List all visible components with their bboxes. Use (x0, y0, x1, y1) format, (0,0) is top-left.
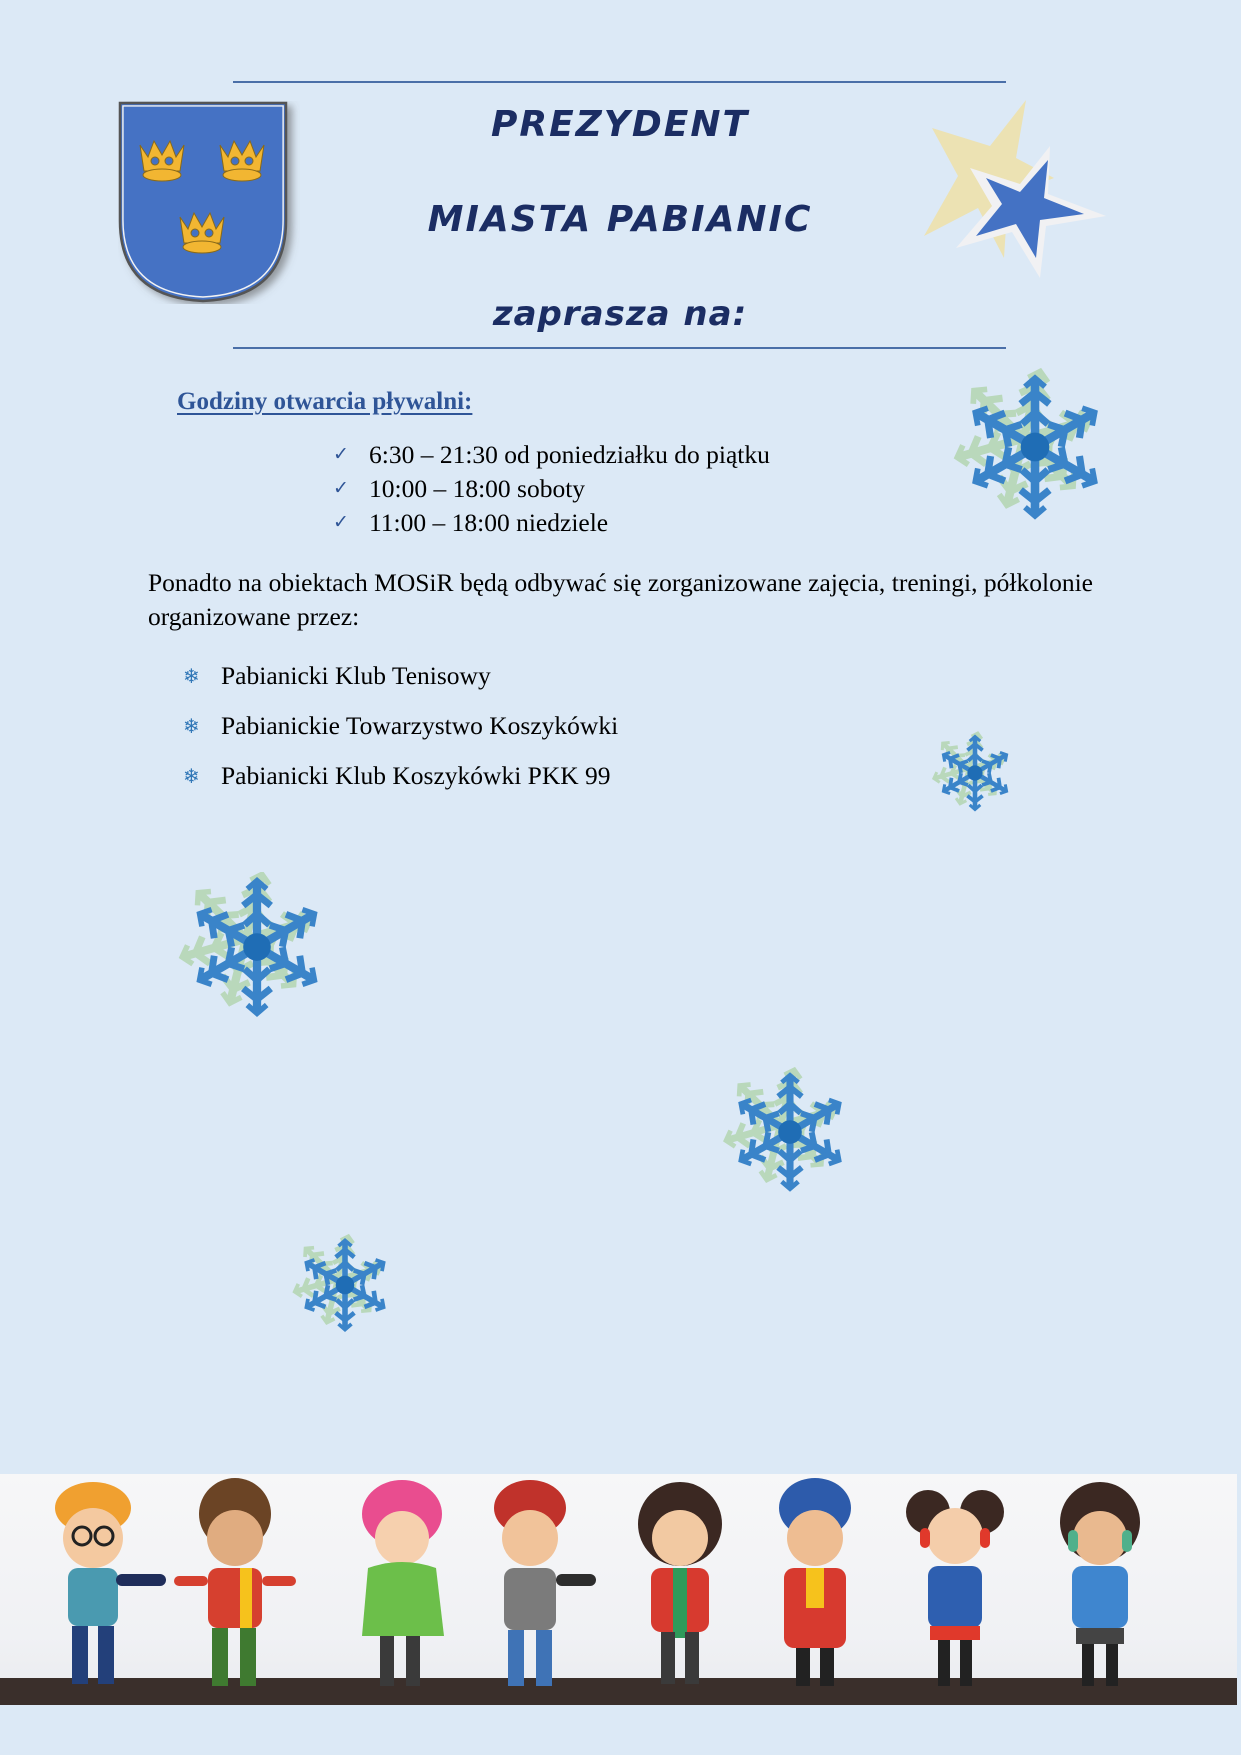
hours-item: ✓ 10:00 – 18:00 soboty (333, 472, 770, 506)
check-icon: ✓ (333, 478, 349, 499)
child-illustration (615, 1476, 745, 1691)
check-icon: ✓ (333, 512, 349, 533)
child-illustration (38, 1476, 168, 1691)
snowflake-bullet-icon: ❄ (183, 665, 200, 688)
info-paragraph: Ponadto na obiektach MOSiR będą odbywać się zorganizowane zajęcia, treningi, półkolonie organizowane przez: (148, 568, 1093, 631)
snowflake-icon (930, 728, 1020, 823)
club-item: ❄ Pabianicki Klub Koszykówki PKK 99 (183, 761, 611, 790)
hours-item: ✓ 11:00 – 18:00 niedziele (333, 506, 770, 540)
title-prezydent: PREZYDENT (490, 104, 750, 145)
top-divider (233, 81, 1006, 83)
snowflake-icon (950, 362, 1120, 537)
snowflake-icon (172, 872, 342, 1027)
children-banner-image (0, 1474, 1237, 1705)
child-illustration (750, 1476, 880, 1691)
title-miasta-pabianic: MIASTA PABIANIC (427, 199, 813, 240)
hours-list (333, 438, 770, 540)
stars-icon (920, 98, 1110, 278)
child-illustration (340, 1476, 470, 1691)
hours-heading: Godziny otwarcia pływalni: (177, 388, 473, 415)
child-illustration (890, 1476, 1020, 1691)
snowflake-bullet-icon: ❄ (183, 765, 200, 788)
check-icon: ✓ (333, 444, 349, 465)
clubs-list (183, 651, 618, 801)
child-illustration (470, 1476, 600, 1691)
hours-item: ✓ 6:30 – 21:30 od poniedziałku do piątku (333, 438, 770, 472)
bottom-divider (233, 347, 1006, 349)
child-illustration (1040, 1476, 1170, 1691)
snowflake-icon (720, 1062, 860, 1207)
child-illustration (170, 1476, 300, 1691)
club-item: ❄ Pabianicki Klub Tenisowy (183, 661, 491, 690)
snowflake-bullet-icon: ❄ (183, 715, 200, 738)
coat-of-arms-icon (118, 101, 300, 304)
club-item: ❄ Pabianickie Towarzystwo Koszykówki (183, 711, 619, 740)
snowflake-icon (290, 1230, 400, 1345)
subtitle-zaprasza: zaprasza na: (492, 294, 748, 334)
